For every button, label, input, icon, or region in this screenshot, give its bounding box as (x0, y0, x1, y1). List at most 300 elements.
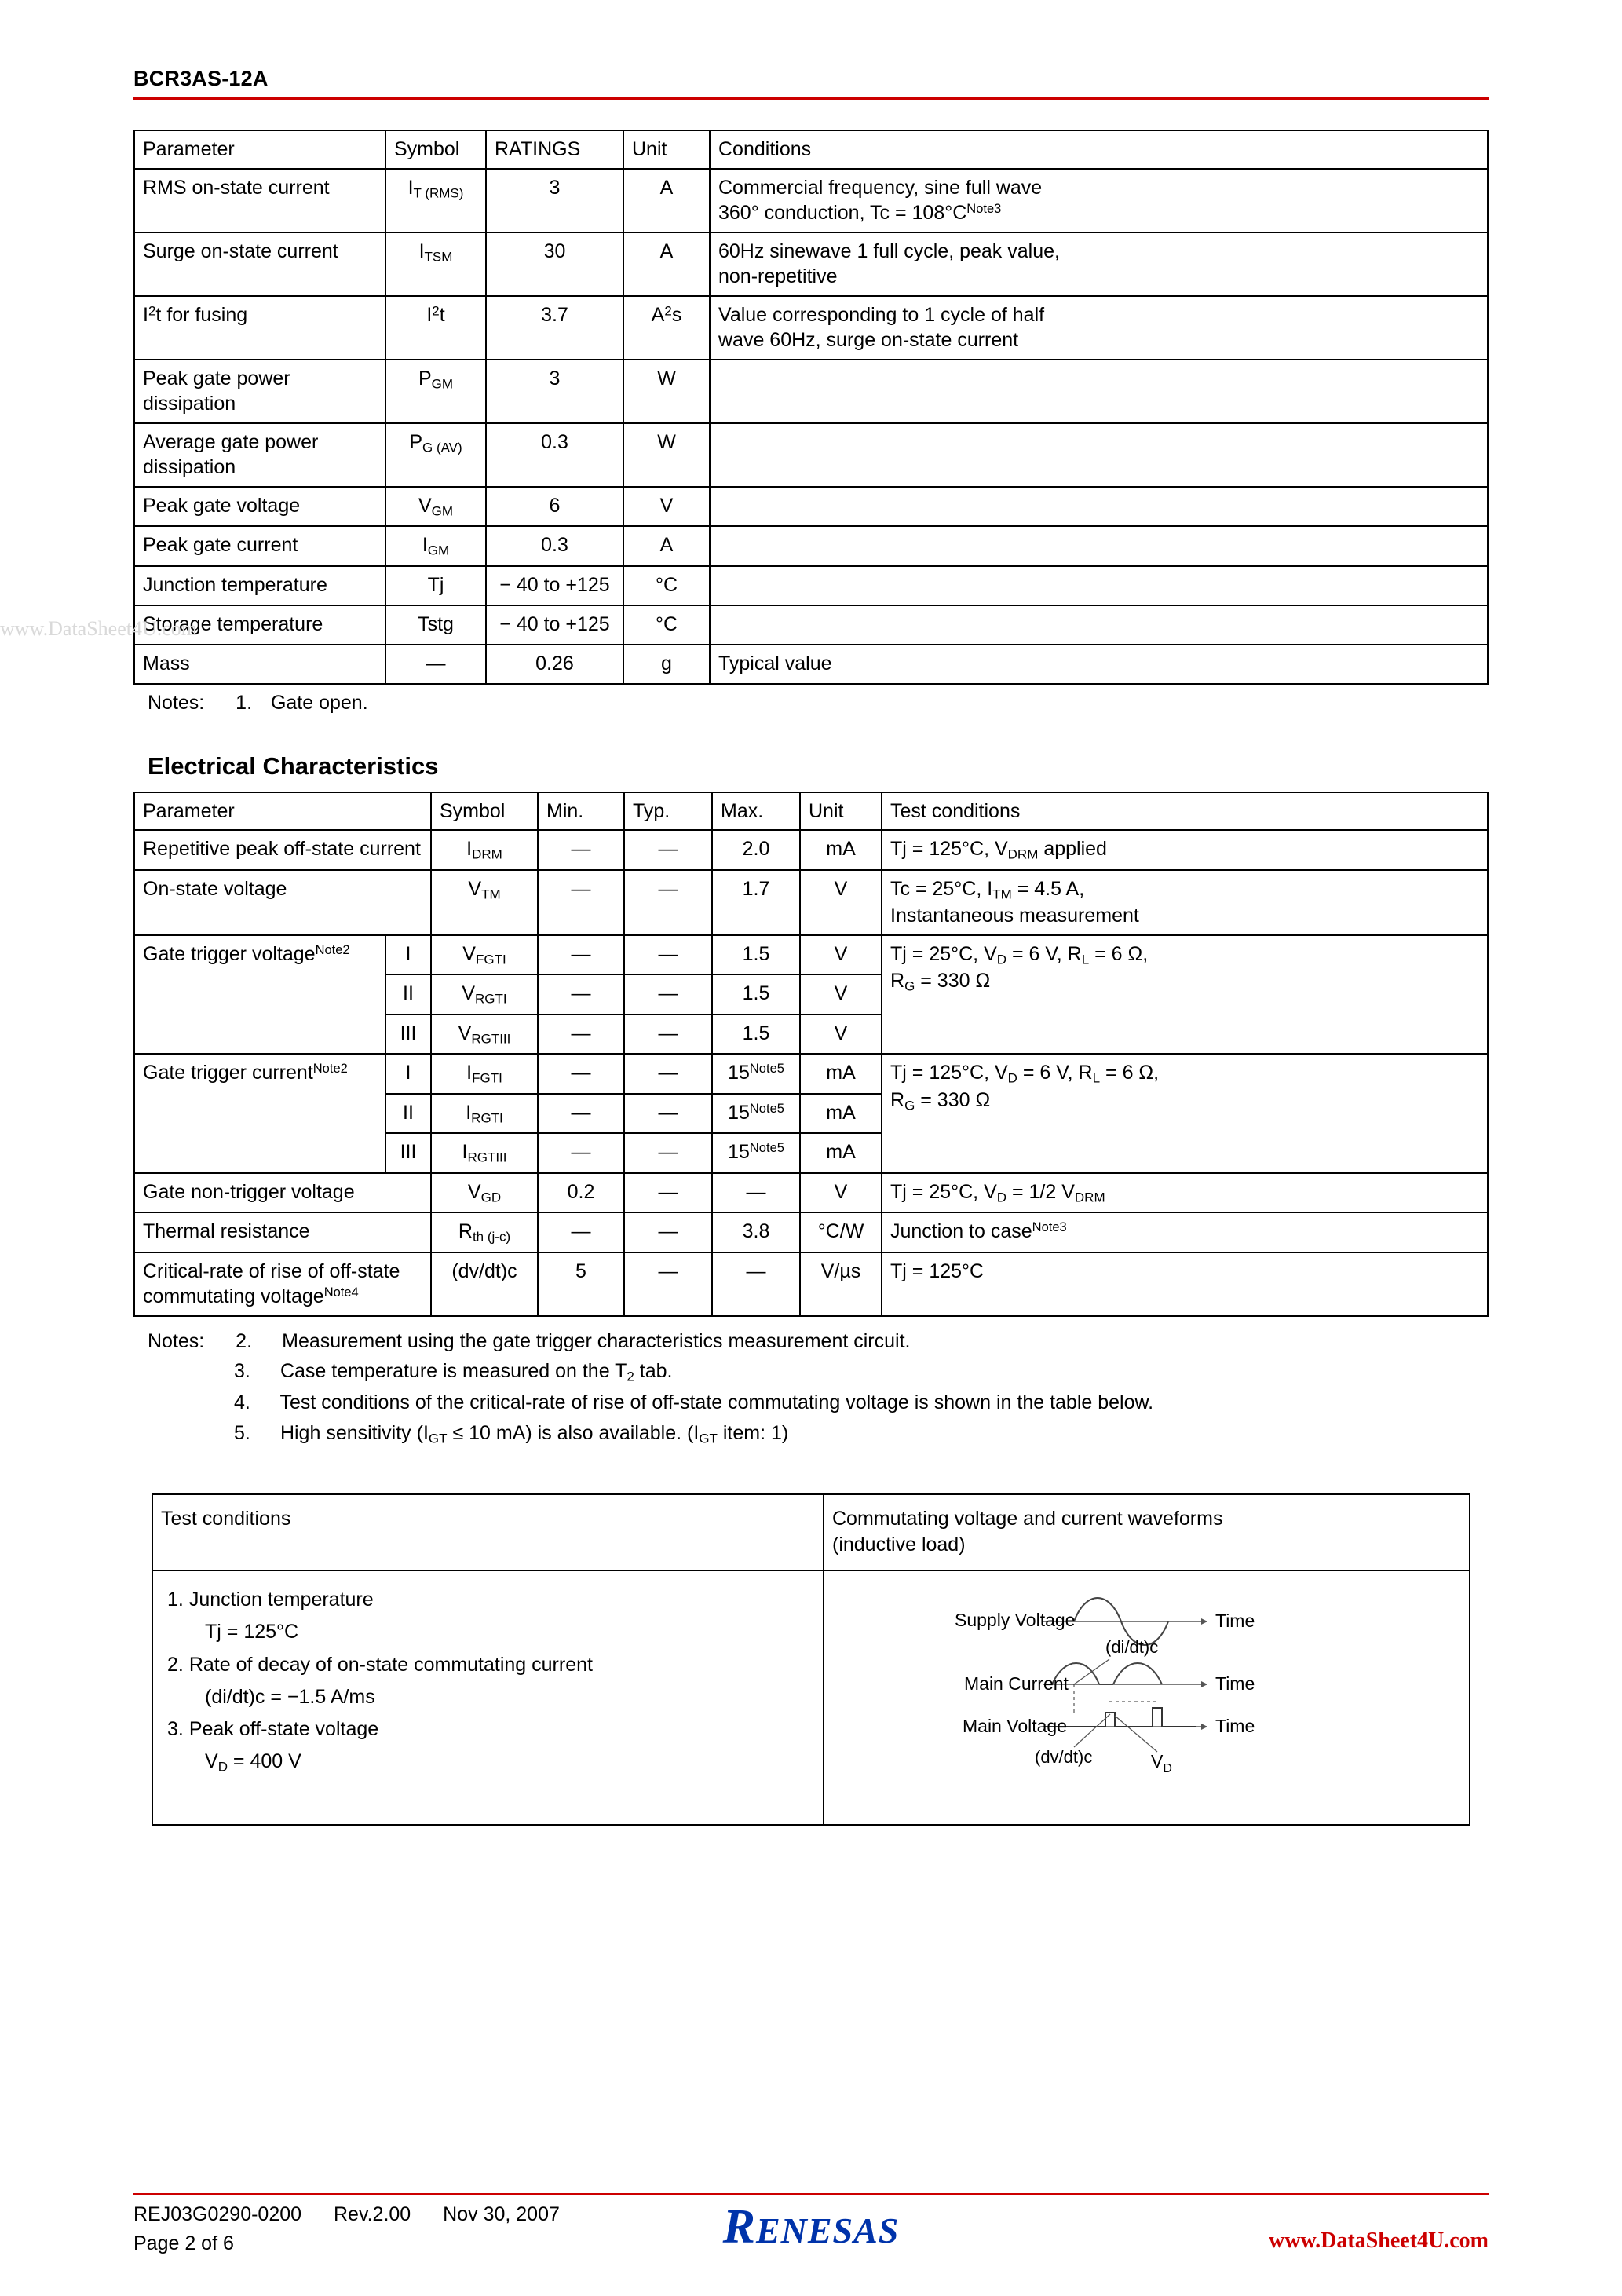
param-text: Gate trigger current (143, 1062, 313, 1084)
cond-line-2: wave 60Hz, surge on-state current (718, 329, 1019, 351)
didt-label: (di/dt)c (1105, 1637, 1159, 1657)
symbol-sub: GM (431, 375, 454, 391)
col-max: Max. (712, 792, 800, 831)
note-text: Test conditions of the critical-rate of rise of off-state commutating voltage is shown in the table below. (279, 1391, 1154, 1413)
cell-typ: — (624, 1133, 712, 1173)
cell-test-conditions (882, 830, 1488, 870)
cond-line-1 (890, 1060, 1479, 1088)
symbol-main: V (467, 1180, 481, 1203)
commutating-waveform-diagram (838, 1584, 1451, 1794)
symbol-main: I (466, 838, 473, 860)
cond-text-c: = 6 Ω, (1089, 942, 1149, 965)
cell-conditions (710, 605, 1488, 645)
cell-symbol: $I^2t$ (385, 296, 486, 360)
col-test-conditions: Test conditions (152, 1494, 824, 1571)
cond-note-sup: Note3 (966, 201, 1002, 216)
cell-unit: mA (800, 830, 882, 870)
cond-line-1: Commercial frequency, sine full wave (718, 176, 1043, 199)
condition-subline (167, 1746, 809, 1778)
cell-unit: V/µs (800, 1252, 882, 1316)
cell-parameter: Peak gate voltage (134, 487, 385, 527)
symbol-main: R (458, 1220, 473, 1242)
note-number: 5. (234, 1421, 250, 1444)
cell-symbol (431, 1094, 538, 1134)
page-number: Page 2 of 6 (133, 2232, 234, 2254)
logo-first-letter: R (722, 2200, 756, 2254)
col-parameter: Parameter (134, 130, 385, 169)
note-sub: 2 (627, 1369, 634, 1384)
cell-waveform-diagram (824, 1570, 1470, 1825)
cell-rating: 0.3 (486, 423, 623, 487)
cell-symbol (385, 487, 486, 527)
symbol-sub: T (RMS) (413, 185, 464, 200)
cond-text-b: = 4.5 A, (1011, 877, 1085, 900)
symbol-sub: FGTI (472, 1070, 502, 1086)
symbol-main: I (422, 534, 428, 556)
note-text: Measurement using the gate trigger characteristics measurement circuit. (282, 1329, 911, 1352)
cell-parameter: RMS on-state current (134, 169, 385, 232)
cell-conditions (710, 232, 1488, 296)
cell-symbol (385, 169, 486, 232)
param-line-2 (143, 1284, 422, 1310)
main-current-arrow (1201, 1681, 1207, 1687)
cell-max: — (712, 1252, 800, 1316)
col-test-conditions: Test conditions (882, 792, 1488, 831)
cell-unit: $A^2s$ (623, 296, 710, 360)
cond-text-b: = 1/2 V (1006, 1180, 1075, 1203)
col-parameter: Parameter (134, 792, 431, 831)
cond-sub: TM (992, 886, 1012, 901)
cell-rating: − 40 to +125 (486, 566, 623, 605)
cond-text-2b: = 330 Ω (915, 1088, 991, 1111)
note-number: 4. (234, 1391, 250, 1413)
footer-doc-line (133, 2203, 586, 2226)
condition-item (167, 1713, 809, 1746)
vd-label: $V_D$ (1151, 1751, 1172, 1775)
table-header-row (134, 792, 1488, 831)
cell-unit: °C (623, 566, 710, 605)
note-row (133, 1326, 1489, 1357)
subline-sub: D (217, 1759, 228, 1775)
part-number: BCR3AS-12A (133, 67, 269, 90)
footer-left (133, 2203, 586, 2255)
cell-min: — (538, 974, 624, 1015)
cell-unit: V (800, 1015, 882, 1055)
symbol-sub: G (AV) (422, 439, 462, 455)
cond-text: Tj = 125°C, V (890, 1062, 1008, 1084)
cell-typ: — (624, 974, 712, 1015)
note-text-b: ≤ 10 mA) is also available. (I (447, 1421, 700, 1444)
condition-item (167, 1649, 809, 1681)
table-row (134, 169, 1488, 232)
cell-unit: W (623, 360, 710, 423)
cell-typ: — (624, 1094, 712, 1134)
supply-voltage-arrow (1201, 1618, 1207, 1625)
supply-voltage-label: Supply Voltage (955, 1610, 1076, 1630)
cell-max: 1.5 (712, 974, 800, 1015)
cond-sub: DRM (1007, 846, 1039, 862)
max-value: 15 (728, 1062, 750, 1084)
cell-rating: 0.26 (486, 645, 623, 684)
page-footer (133, 2193, 1489, 2255)
cell-unit: V (800, 1173, 882, 1213)
cell-symbol (431, 935, 538, 975)
cell-roman: II (385, 1094, 431, 1134)
symbol-sub: GM (427, 543, 450, 558)
vd-leader-line (1115, 1716, 1157, 1752)
cell-test-conditions-list (152, 1570, 824, 1825)
symbol-sub: GM (431, 503, 454, 518)
cell-symbol (431, 1173, 538, 1213)
cell-unit: mA (800, 1133, 882, 1173)
cond-text: 360° conduction, Tc = 108°C (718, 202, 967, 224)
cell-min: 5 (538, 1252, 624, 1316)
max-note-sup: Note5 (749, 1140, 784, 1155)
table-row (134, 935, 1488, 975)
symbol-sub: GD (480, 1189, 502, 1205)
dvdt-leader-line (1074, 1714, 1110, 1747)
cond-line-2 (718, 200, 1479, 226)
col-unit: Unit (800, 792, 882, 831)
cell-symbol (431, 1212, 538, 1252)
cond-sub: D (1007, 1070, 1017, 1086)
note-text-a: High sensitivity (I (279, 1421, 429, 1444)
cell-conditions (710, 566, 1488, 605)
table-row (134, 1173, 1488, 1213)
note-text (280, 1360, 673, 1382)
table-row (134, 296, 1488, 360)
waveform-header-line-1: Commutating voltage and current waveforms (832, 1507, 1223, 1530)
cell-rating: − 40 to +125 (486, 605, 623, 645)
cell-roman: I (385, 935, 431, 975)
cond-line-1 (890, 941, 1479, 969)
cell-parameter: Mass (134, 645, 385, 684)
param-text-2: commutating voltage (143, 1285, 324, 1307)
cell-rating: 3.7 (486, 296, 623, 360)
cond-sub-3: G (904, 978, 915, 994)
cell-rating: 0.3 (486, 526, 623, 566)
symbol-main: V (468, 877, 482, 900)
param-note-sup: Note4 (323, 1285, 359, 1300)
symbol-sub: RGTI (475, 991, 507, 1007)
note-text-b: tab. (634, 1360, 673, 1383)
cell-test-conditions (882, 935, 1488, 1055)
item-number: 1. (167, 1589, 184, 1610)
cell-parameter: Junction temperature (134, 566, 385, 605)
symbol-main: V (462, 982, 476, 1004)
symbol-main: I (466, 1101, 472, 1124)
param-note-sup: Note2 (315, 942, 350, 957)
cond-line-2 (890, 1088, 1479, 1115)
cond-text-b: applied (1038, 838, 1107, 860)
time-label-2: Time (1215, 1673, 1255, 1694)
col-symbol: Symbol (431, 792, 538, 831)
item-number: 2. (167, 1653, 184, 1676)
main-voltage-label: Main Voltage (963, 1716, 1067, 1736)
date: Nov 30, 2007 (443, 2203, 560, 2225)
cell-min: — (538, 870, 624, 935)
cond-line-1: Value corresponding to 1 cycle of half (718, 303, 1045, 326)
cell-typ: — (624, 1173, 712, 1213)
note-text (280, 1422, 788, 1444)
cell-unit: A (623, 232, 710, 296)
note-text-a: Case temperature is measured on the T (279, 1360, 627, 1383)
item-number: 3. (167, 1718, 184, 1740)
footer-divider (133, 2193, 1489, 2195)
revision: Rev.2.00 (334, 2203, 411, 2225)
absolute-maximum-ratings-table (133, 130, 1489, 685)
cell-unit: V (800, 974, 882, 1015)
cell-unit: V (623, 487, 710, 527)
note-text-c: item: 1) (717, 1421, 789, 1444)
cell-parameter: Peak gate power dissipation (134, 360, 385, 423)
cond-text: Tj = 25°C, V (890, 1180, 997, 1203)
cell-min: — (538, 830, 624, 870)
document-number: REJ03G0290-0200 (133, 2203, 302, 2225)
cell-roman: I (385, 1054, 431, 1094)
cell-test-conditions (882, 1054, 1488, 1173)
cell-symbol (431, 1015, 538, 1055)
cell-max: 1.5 (712, 1015, 800, 1055)
cell-test-conditions (882, 1212, 1488, 1252)
cell-min: — (538, 935, 624, 975)
symbol-main: I (418, 239, 425, 262)
cell-unit: mA (800, 1094, 882, 1134)
cell-parameter: Repetitive peak off-state current (134, 830, 431, 870)
cell-roman: III (385, 1015, 431, 1055)
cell-symbol (385, 360, 486, 423)
cond-text-b: = 6 V, R (1017, 1062, 1093, 1084)
cell-min: — (538, 1054, 624, 1094)
subline-text-b: = 400 V (227, 1750, 301, 1773)
cond-line-2 (890, 968, 1479, 996)
cell-unit: V (800, 935, 882, 975)
cell-min: 0.2 (538, 1173, 624, 1213)
cell-rating: 30 (486, 232, 623, 296)
cell-typ: — (624, 870, 712, 935)
symbol-main: I (462, 1141, 468, 1163)
table-row (134, 645, 1488, 684)
cell-min: — (538, 1015, 624, 1055)
cell-parameter (134, 1054, 385, 1173)
cell-roman: II (385, 974, 431, 1015)
table-row (134, 1252, 1488, 1316)
symbol-sub: FGTI (475, 951, 506, 967)
section-title-electrical: Electrical Characteristics (148, 751, 439, 780)
symbol-main: I (407, 176, 414, 199)
cond-line-2: Instantaneous measurement (890, 905, 1139, 927)
cell-max: — (712, 1173, 800, 1213)
watermark-text: www.DataSheet4U.com (0, 617, 198, 640)
cell-conditions (710, 360, 1488, 423)
time-label-1: Time (1215, 1610, 1255, 1631)
cond-text: Tj = 125°C, V (890, 838, 1008, 860)
cell-conditions (710, 487, 1488, 527)
table-header-row (134, 130, 1488, 169)
cond-text: Tc = 25°C, I (890, 877, 993, 900)
cond-line-1 (890, 876, 1479, 904)
cell-typ: — (624, 830, 712, 870)
conditions-list (167, 1584, 809, 1779)
notes-label: Notes: (148, 691, 205, 714)
note-row (133, 1356, 1489, 1387)
col-min: Min. (538, 792, 624, 831)
max-value: 15 (728, 1141, 750, 1163)
cond-line-1: 60Hz sinewave 1 full cycle, peak value, (718, 239, 1060, 262)
note-1-number: 1. (236, 691, 253, 714)
param-note-sup: Note2 (312, 1061, 348, 1076)
condition-subline: Tj = 125°C (205, 1621, 299, 1643)
cell-rating: 3 (486, 360, 623, 423)
cell-parameter (134, 935, 385, 1055)
cell-rating: 6 (486, 487, 623, 527)
datasheet4u-link[interactable]: www.DataSheet4U.com (1269, 2228, 1489, 2253)
symbol-main: V (458, 1022, 472, 1044)
cell-symbol (431, 1133, 538, 1173)
cell-symbol: (dv/dt)c (431, 1252, 538, 1316)
cell-parameter (134, 1252, 431, 1316)
table-row (134, 423, 1488, 487)
table-row (134, 360, 1488, 423)
cell-typ: — (624, 1212, 712, 1252)
symbol-sub: DRM (472, 846, 502, 862)
cond-text-b: = 6 V, R (1006, 942, 1082, 965)
cell-parameter: Surge on-state current (134, 232, 385, 296)
table-row (134, 487, 1488, 527)
note-number: 3. (234, 1360, 250, 1383)
cell-symbol (385, 526, 486, 566)
main-current-half-2 (1113, 1663, 1162, 1684)
table-row (134, 870, 1488, 935)
symbol-sub: TSM (424, 248, 453, 264)
time-label-3: Time (1215, 1716, 1255, 1736)
note-1-text: Gate open. (270, 691, 368, 714)
cond-note-sup: Note3 (1032, 1219, 1067, 1234)
page-header (133, 0, 1489, 100)
test-conditions-table (152, 1493, 1470, 1826)
table-row (134, 526, 1488, 566)
notes-list (133, 1326, 1489, 1450)
cell-unit: g (623, 645, 710, 684)
cell-max: 1.7 (712, 870, 800, 935)
cell-max: 3.8 (712, 1212, 800, 1252)
cell-conditions: Typical value (710, 645, 1488, 684)
cell-conditions (710, 296, 1488, 360)
symbol-main: I (466, 1062, 473, 1084)
cond-text: Tj = 25°C, V (890, 942, 997, 965)
symbol-sub: RGTI (471, 1110, 503, 1125)
col-unit: Unit (623, 130, 710, 169)
max-value: 15 (728, 1101, 750, 1124)
cell-unit: W (623, 423, 710, 487)
cell-unit: A (623, 526, 710, 566)
cell-rating: 3 (486, 169, 623, 232)
cell-symbol: — (385, 645, 486, 684)
cell-symbol: Tstg (385, 605, 486, 645)
symbol-main: V (418, 494, 432, 517)
cond-sub-2: L (1081, 951, 1090, 967)
table-header-row (152, 1494, 1470, 1571)
table-row (134, 605, 1488, 645)
dvdt-label: (dv/dt)c (1035, 1747, 1093, 1767)
cell-typ: — (624, 1054, 712, 1094)
cell-roman: III (385, 1133, 431, 1173)
cond-sub: D (996, 1189, 1007, 1205)
cell-test-conditions (882, 870, 1488, 935)
cell-test-conditions: Tj = 125°C (882, 1252, 1488, 1316)
symbol-main: V (462, 942, 476, 965)
note-sub-a: GT (428, 1431, 448, 1446)
note-1-line (133, 692, 1489, 715)
cell-parameter: Peak gate current (134, 526, 385, 566)
col-typ: Typ. (624, 792, 712, 831)
waveform-header-line-2: (inductive load) (832, 1534, 966, 1556)
cond-text: Junction to case (890, 1220, 1032, 1242)
cell-typ: — (624, 1015, 712, 1055)
item-text: Peak off-state voltage (188, 1718, 379, 1740)
param-line-1: Critical-rate of rise of off-state (143, 1260, 400, 1282)
cell-symbol (431, 1054, 538, 1094)
note-row (133, 1387, 1489, 1418)
cell-unit: A (623, 169, 710, 232)
max-note-sup: Note5 (749, 1061, 784, 1076)
cell-conditions (710, 526, 1488, 566)
cell-max (712, 1054, 800, 1094)
symbol-main: P (409, 430, 422, 453)
col-waveforms (824, 1494, 1470, 1571)
cond-text-2b: = 330 Ω (915, 970, 991, 992)
cond-text-2: R (890, 970, 905, 992)
condition-item (167, 1584, 809, 1616)
symbol-sub: RGTIII (471, 1030, 511, 1046)
cell-min: — (538, 1094, 624, 1134)
cond-text-2: R (890, 1088, 905, 1111)
subline-text-a: V (205, 1750, 218, 1773)
param-text: Gate trigger voltage (143, 942, 316, 965)
footer-row (133, 2200, 1489, 2255)
cell-unit: mA (800, 1054, 882, 1094)
cell-max: 2.0 (712, 830, 800, 870)
main-current-label: Main Current (964, 1673, 1069, 1694)
cond-sub-2: L (1092, 1070, 1101, 1086)
symbol-sub: TM (481, 886, 501, 901)
table-row (134, 1054, 1488, 1094)
cell-unit: °C/W (800, 1212, 882, 1252)
cell-max (712, 1133, 800, 1173)
cell-min: — (538, 1212, 624, 1252)
item-text: Junction temperature (188, 1589, 374, 1610)
header-divider (133, 97, 1489, 100)
cell-symbol (431, 870, 538, 935)
max-note-sup: Note5 (749, 1101, 784, 1116)
cell-unit: °C (623, 605, 710, 645)
cell-min: — (538, 1133, 624, 1173)
logo-rest: ENESAS (755, 2210, 900, 2250)
table-row (134, 232, 1488, 296)
cell-test-conditions (882, 1173, 1488, 1213)
cell-typ: — (624, 1252, 712, 1316)
cell-symbol (385, 423, 486, 487)
cond-sub-3: G (904, 1097, 915, 1113)
note-sub-b: GT (699, 1431, 718, 1446)
cell-symbol: Tj (385, 566, 486, 605)
cond-sub-2: DRM (1074, 1189, 1105, 1205)
cell-unit: V (800, 870, 882, 935)
item-text: Rate of decay of on-state commutating current (188, 1653, 593, 1676)
condition-subline: (di/dt)c = −1.5 A/ms (205, 1685, 375, 1708)
main-voltage-arrow (1201, 1724, 1207, 1730)
cell-parameter: On-state voltage (134, 870, 431, 935)
